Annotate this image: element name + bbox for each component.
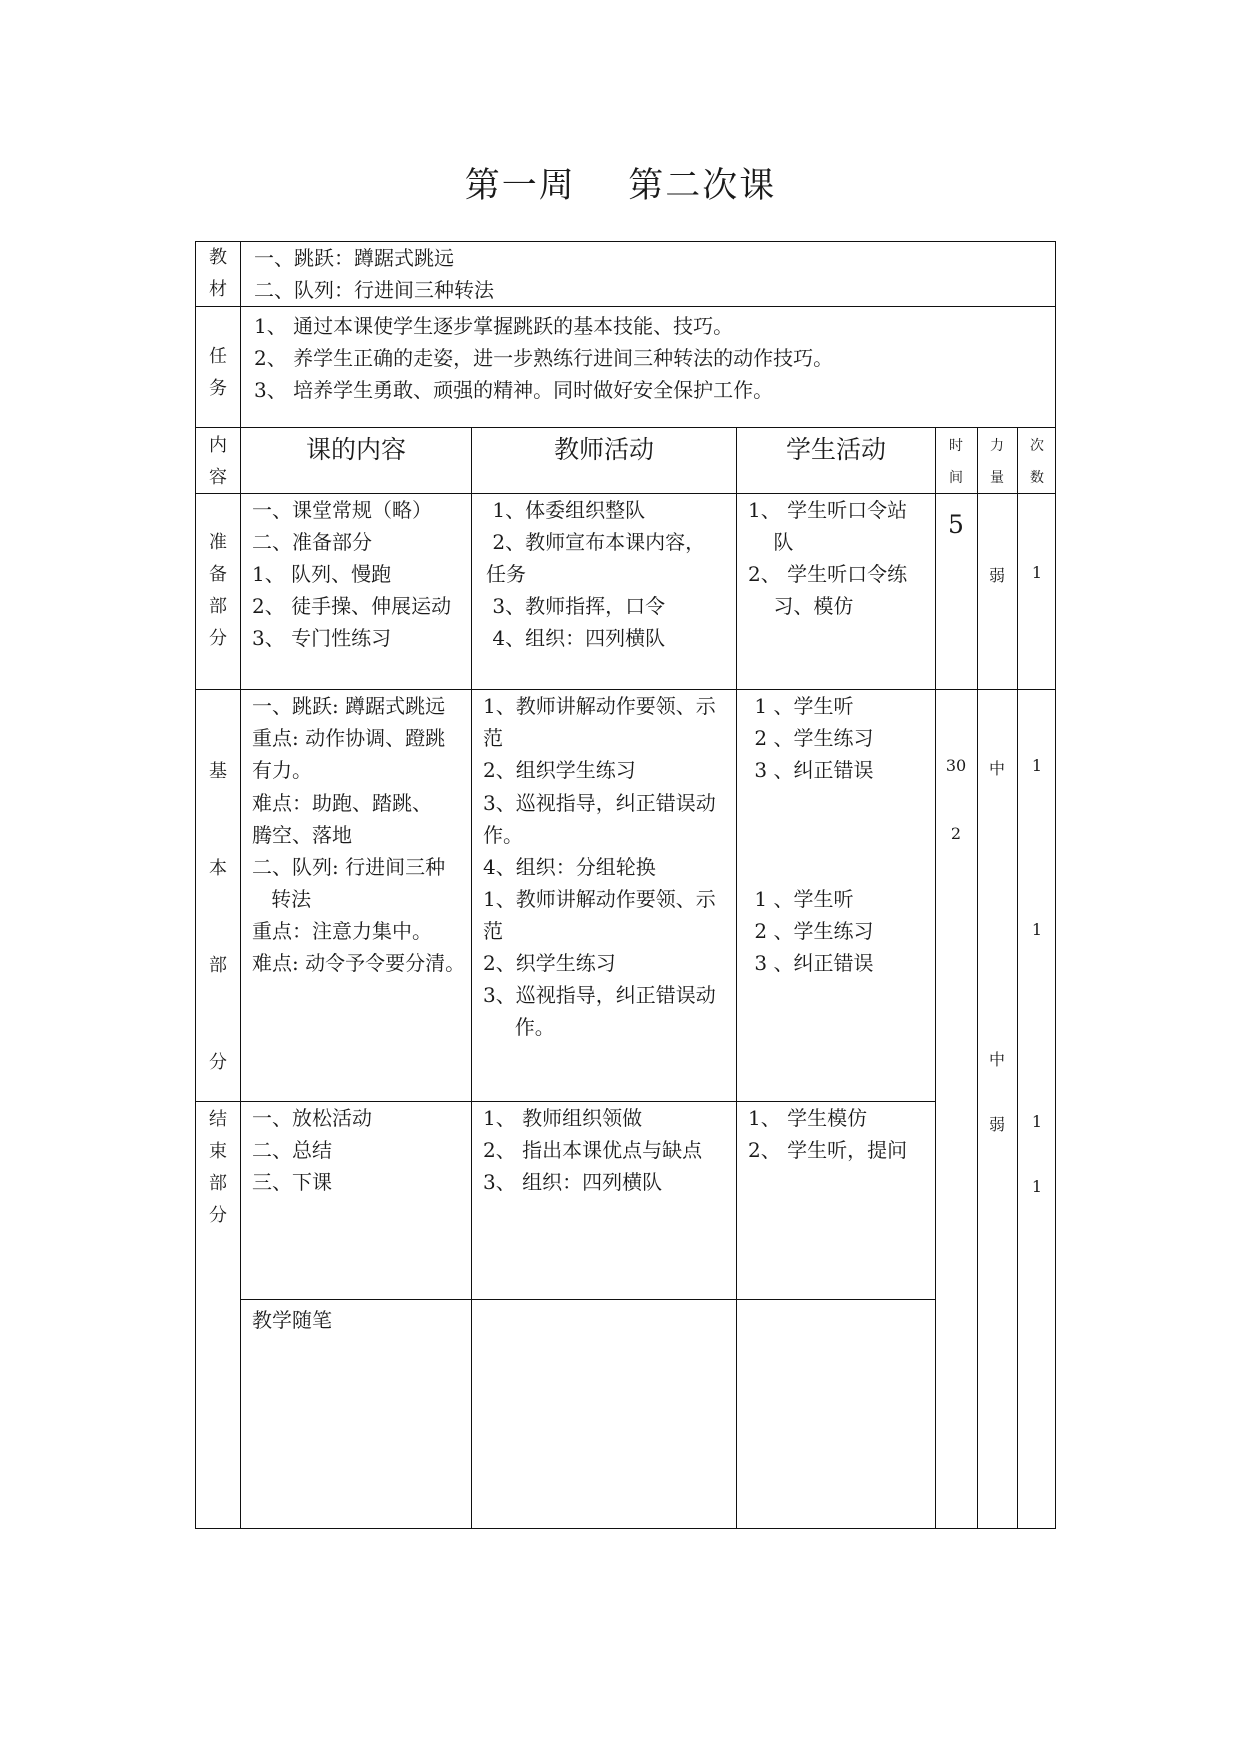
notes-label: 教学随笔 — [252, 1308, 332, 1332]
content-line: 难点: 动令予令要分清。 — [252, 951, 466, 975]
prep-label: 准 备 部 分 — [209, 532, 227, 649]
content-line: 重点: 动作协调、蹬跳 — [252, 726, 446, 750]
content-line: 腾空、落地 — [252, 823, 352, 847]
end-label: 结 束 部 分 — [209, 1109, 227, 1226]
prep-force: 弱 — [988, 566, 1005, 585]
page-title: 第一周 第二次课 — [464, 166, 777, 206]
student-line: 3 、纠正错误 — [748, 951, 874, 975]
content-line: 二、总结 — [252, 1138, 332, 1162]
basic-count: 1 — [1031, 756, 1043, 775]
content-line: 1、 队列、慢跑 — [252, 562, 392, 586]
rule — [471, 427, 472, 1529]
teacher-line: 4、组织：四列横队 — [486, 626, 666, 650]
teacher-line: 2、组织学生练习 — [483, 758, 636, 782]
header-content: 课的内容 — [305, 435, 406, 464]
teacher-line: 任务 — [486, 562, 526, 586]
rule — [195, 427, 1056, 428]
rule — [935, 427, 936, 1529]
content-line: 二、准备部分 — [252, 530, 372, 554]
student-line: 1 、学生听 — [748, 694, 854, 718]
teacher-line: 范 — [483, 919, 503, 943]
basic-time: 2 — [950, 824, 962, 843]
content-line: 有力。 — [252, 758, 312, 782]
rule-bottom — [195, 1528, 1056, 1529]
jiaocai-item: 一、跳跃：蹲踞式跳远 — [254, 246, 454, 270]
content-line: 难点：助跑、踏跳、 — [252, 791, 432, 815]
content-line: 2、 徒手操、伸展运动 — [252, 594, 452, 618]
end-count: 1 — [1031, 1177, 1043, 1196]
rule — [240, 1299, 936, 1300]
teacher-line: 1、教师讲解动作要领、示 — [483, 694, 716, 718]
teacher-line: 范 — [483, 726, 503, 750]
basic-count: 1 — [1031, 920, 1043, 939]
renwu-item: 1、 通过本课使学生逐步掌握跳跃的基本技能、技巧。 — [254, 314, 734, 338]
student-line: 2、 学生听，提问 — [748, 1138, 908, 1162]
renwu-label: 任 务 — [209, 346, 227, 399]
header-student: 学生活动 — [785, 435, 886, 464]
jiaocai-label: 教 材 — [209, 247, 227, 300]
header-force: 力 量 — [990, 438, 1004, 486]
basic-force: 中 — [988, 759, 1005, 778]
teacher-line: 1、教师讲解动作要领、示 — [483, 887, 716, 911]
student-line: 习、模仿 — [748, 594, 854, 618]
teacher-line: 2、织学生练习 — [483, 951, 616, 975]
rule — [1017, 427, 1018, 1529]
rule — [736, 427, 737, 1529]
teacher-line: 3、教师指挥，口令 — [486, 594, 666, 618]
teacher-line: 3、 组织：四列横队 — [483, 1170, 663, 1194]
content-line: 重点：注意力集中。 — [252, 919, 432, 943]
teacher-line: 作。 — [483, 1015, 555, 1039]
student-line: 队 — [748, 530, 794, 554]
teacher-line: 2、 指出本课优点与缺点 — [483, 1138, 703, 1162]
teacher-line: 4、组织：分组轮换 — [483, 855, 656, 879]
teacher-line: 3、巡视指导，纠正错误动 — [483, 791, 716, 815]
content-line: 一、跳跃: 蹲踞式跳远 — [252, 694, 446, 718]
content-line: 一、放松活动 — [252, 1106, 372, 1130]
header-time: 时 间 — [949, 438, 963, 486]
student-line: 3 、纠正错误 — [748, 758, 874, 782]
content-line: 三、下课 — [252, 1170, 332, 1194]
content-line: 转法 — [252, 887, 312, 911]
basic-force: 中 — [988, 1050, 1005, 1069]
jiaocai-item: 二、队列：行进间三种转法 — [254, 278, 494, 302]
basic-time: 30 — [945, 756, 967, 775]
student-line: 1、 学生听口令站 — [748, 498, 908, 522]
content-line: 3、 专门性练习 — [252, 626, 392, 650]
teacher-line: 作。 — [483, 823, 523, 847]
rule — [195, 306, 1056, 307]
student-line: 1、 学生模仿 — [748, 1106, 868, 1130]
teacher-line: 3、巡视指导，纠正错误动 — [483, 983, 716, 1007]
content-line: 二、队列: 行进间三种 — [252, 855, 446, 879]
header-teacher: 教师活动 — [553, 435, 654, 464]
end-count: 1 — [1031, 1112, 1043, 1131]
teacher-line: 1、 教师组织领做 — [483, 1106, 643, 1130]
student-line: 2 、学生练习 — [748, 726, 874, 750]
student-line: 2、 学生听口令练 — [748, 562, 908, 586]
basic-label: 基 本 部 分 — [209, 761, 227, 1073]
renwu-item: 3、 培养学生勇敢、顽强的精神。同时做好安全保护工作。 — [254, 378, 774, 402]
rule — [977, 427, 978, 1529]
student-line: 1 、学生听 — [748, 887, 854, 911]
student-line: 2 、学生练习 — [748, 919, 874, 943]
content-line: 一、课堂常规（略） — [252, 498, 432, 522]
renwu-item: 2、 养学生正确的走姿，进一步熟练行进间三种转法的动作技巧。 — [254, 346, 834, 370]
teacher-line: 2、教师宣布本课内容， — [486, 530, 706, 554]
end-force: 弱 — [988, 1115, 1005, 1134]
prep-time: 5 — [948, 510, 964, 539]
header-count: 次 数 — [1030, 438, 1044, 486]
neirong-label: 内 容 — [209, 435, 227, 488]
prep-count: 1 — [1031, 563, 1043, 582]
teacher-line: 1、体委组织整队 — [486, 498, 646, 522]
